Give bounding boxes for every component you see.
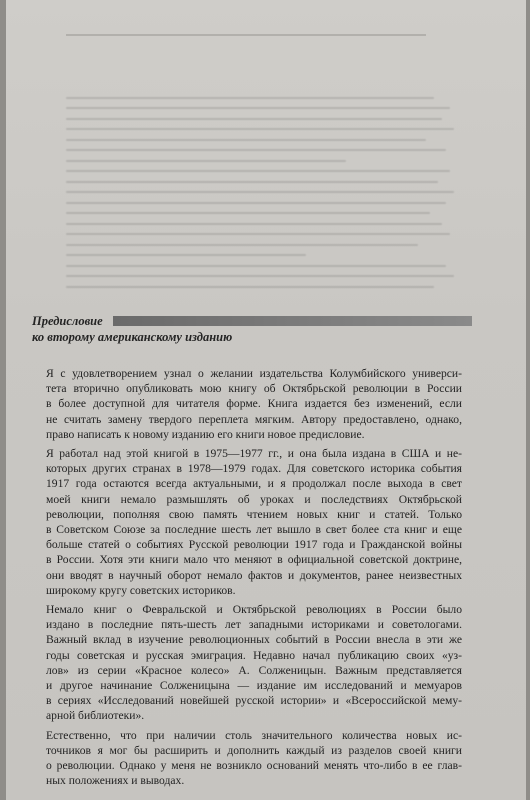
paragraph: [32, 446, 462, 598]
text-line: тета вторично опубликовать мою книгу об Октябрьской революции в России: [46, 382, 462, 396]
text-line: арной библиотеки».: [46, 709, 145, 723]
section-heading: [32, 314, 472, 345]
paragraph: [32, 366, 462, 442]
text-line: годы советская и русская эмиграция. Недавно начал публикацию своих «уз-: [46, 648, 462, 662]
text-line: и другое начинание Солженицына — издание им исследований и мемуаров: [46, 679, 462, 693]
text-line: в России. Хотя эти книги мало что меняют в официальной советской доктрине,: [46, 553, 462, 567]
text-line: в Советском Союзе за последние шесть лет вышло в свет более ста книг и еще: [46, 523, 462, 537]
text-line: Важный вклад в изучение революционных событий в России внесла в эти же: [46, 633, 462, 647]
text-line: ных положениях и выводах.: [46, 774, 185, 788]
text-line: не считать замену твердого переплета мягким. Автору предоставлено, однако,: [46, 412, 462, 426]
text-line: 1917 года остаются всегда актуальными, и я продолжал после выхода в свет: [46, 477, 462, 491]
body-text: [32, 366, 462, 792]
text-line: которых других странах в 1978—1979 годах. Для советского историка события: [46, 462, 462, 476]
text-line: в более доступной для читателя форме. Книга издается без изменений, если: [46, 397, 462, 411]
heading-line-1: Предисловие: [32, 314, 103, 328]
text-line: революции, пополняя свою память чтением новых книг и статей. Только: [46, 507, 462, 521]
text-line: точников я мог бы расширить и дополнить каждый из разделов своей книги: [46, 743, 462, 757]
bleed-through-text: [66, 88, 466, 308]
text-line: в сериях «Исследований новейшей русской истории» и «Всероссийской мему-: [46, 694, 462, 708]
text-line: о революции. Однако у меня не возникло оснований менять что-либо в ее глав-: [46, 759, 462, 773]
text-line: право написать к новому изданию его книги новое предисловие.: [46, 427, 365, 441]
text-line: они вводят в научный оборот немало фактов и документов, ранее неизвестных: [46, 568, 462, 582]
text-line: больше статей о событиях Русской революции 1917 года и Гражданской войны: [46, 538, 462, 552]
heading-rule: [113, 316, 472, 326]
paragraph: [32, 602, 462, 724]
text-line: широкому кругу советских историков.: [46, 583, 236, 597]
text-line: моей книги немало размышлять об уроках и последствиях Октябрьской: [46, 492, 462, 506]
text-line: Я работал над этой книгой в 1975—1977 гг., и она была издана в США и не-: [46, 447, 462, 461]
text-line: Немало книг о Февральской и Октябрьской революциях в России было: [46, 603, 462, 617]
text-line: Я с удовлетворением узнал о желании издательства Колумбийского универси-: [46, 367, 462, 380]
heading-line-2: ко второму американскому изданию: [32, 330, 233, 344]
text-line: лов» из серии «Красное колесо» А. Солженицын. Важным представляется: [46, 663, 462, 677]
running-head-bleedthrough: [66, 30, 486, 36]
text-line: Естественно, что при наличии столь значительного количества новых ис-: [46, 728, 462, 742]
text-line: издано в последние пять-шесть лет западными историками и советологами.: [46, 618, 462, 632]
paragraph: [32, 728, 462, 789]
book-page: [6, 0, 526, 800]
